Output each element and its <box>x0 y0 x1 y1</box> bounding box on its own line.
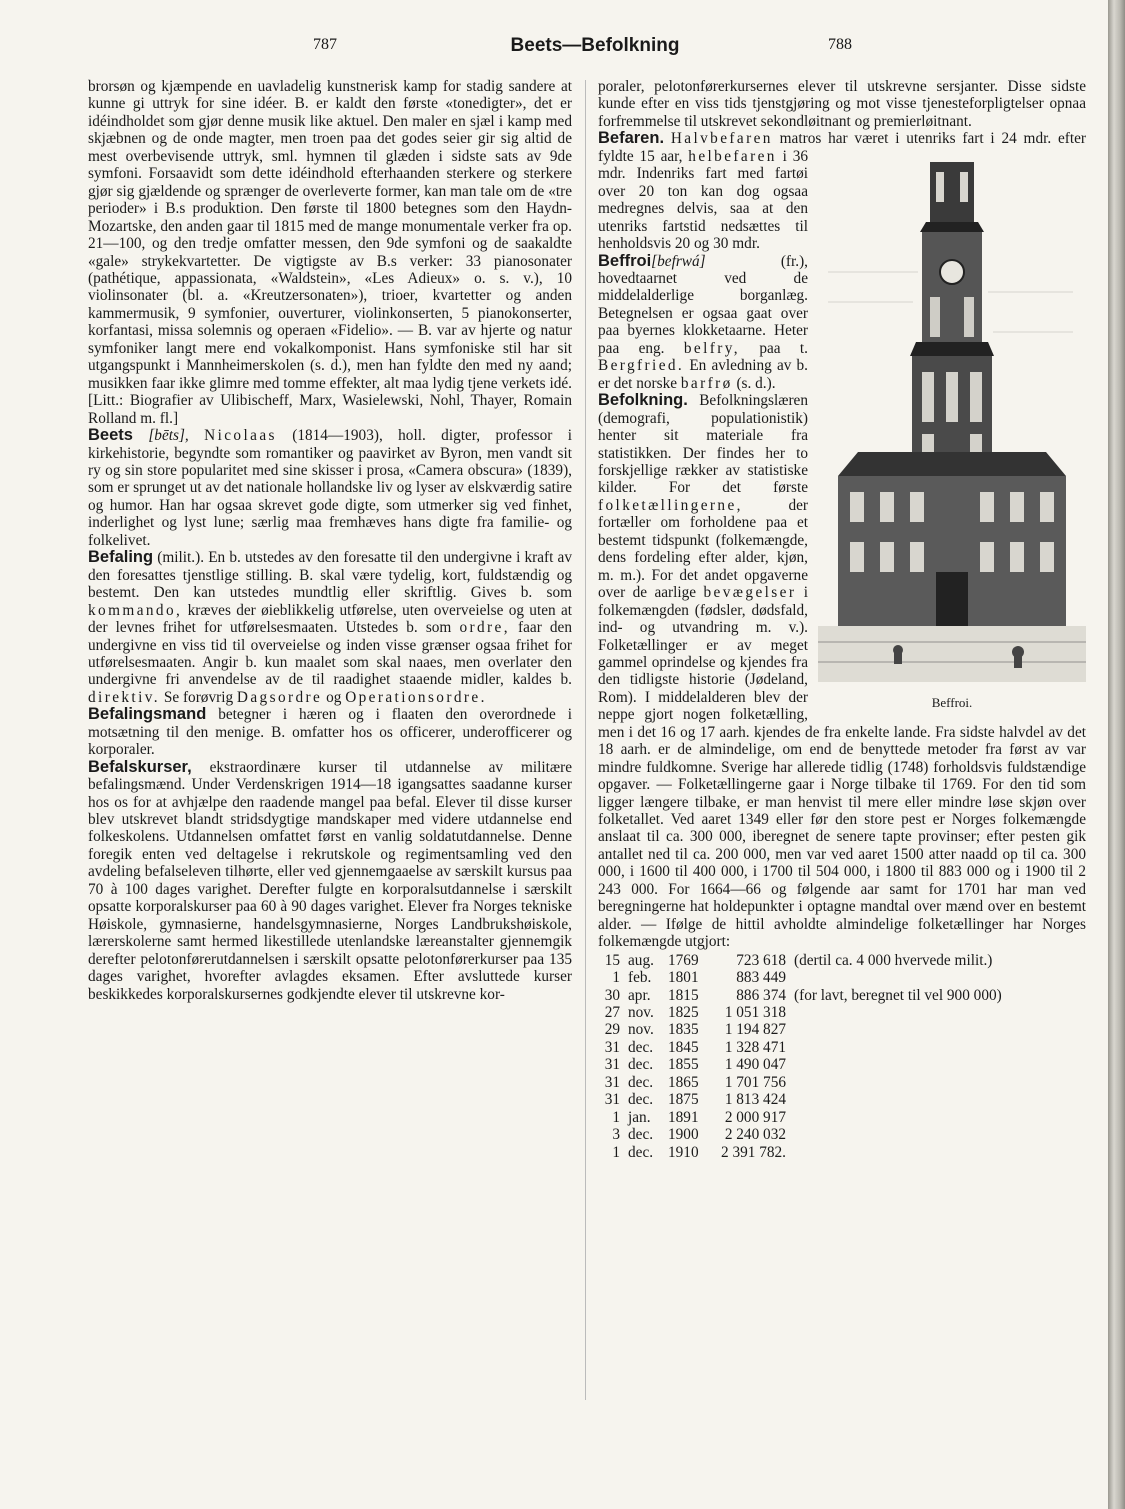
belfry-illustration <box>818 152 1086 692</box>
cell-day: 31 <box>604 1073 620 1091</box>
entry-befalingsmand <box>88 706 572 758</box>
table-row <box>598 952 1002 969</box>
text-befaling-3: faar den undergivne en viss tid til overveielse og inden visse grænser ogsaa frihet for utførelsesmaaten. Angir b. kun maalet som skal naaes, men overlater den undergivne fri anvendelse av de til raadighet staaende midler, kaldes b. <box>88 619 572 689</box>
cell-pop: 883 449 <box>736 969 786 987</box>
cell-month: apr. <box>628 986 651 1004</box>
spaced-helbefaren: helbefaren <box>688 147 777 165</box>
spaced-bevaegelser: bevægelser <box>703 584 797 602</box>
headword-beffroi: Beffroi <box>598 251 652 270</box>
spaced-bergfried: Bergfried. <box>598 357 685 375</box>
table-row <box>598 1021 1002 1038</box>
table-row <box>598 1039 1002 1056</box>
pronunciation-beffroi: [befrwá] <box>651 252 706 270</box>
cell-month: jan. <box>628 1108 651 1126</box>
cell-day: 31 <box>604 1056 620 1074</box>
text-befalskurser: ekstraordinære kurser til utdannelse av militære befalingsmænd. Under Verdenskrigen 1914—18 igangsattes saadanne kurser hos os for at avhjælpe den raadende mangel paa befal. Elever til disse kurser blev utskrevet blandt stridsdygtige mandskaper med videre utdannelse end folkeskolens. Utdannelsen omfattet først en vanlig soldatutdannelse. Denne foregik enten ved deltagelse i rekrutskole og regimentsamling ved den avdeling befalseleven tilhørte, eller ved gjennemgaaelse av særskilt kursus paa 70 à 100 dages varighet. Derefter fulgte en korporalsutdannelse i særskilt opsatte korporalskurser paa 60 à 90 dages varighet. Elever fra Norges tekniske Høiskole, gymnasierne, handelsgymnasierne, Norges Landbrukshøiskole, lærerskolerne samt hermed likestillede utenlandske læreanstalter gjennemgik derefter pelotonførerutdannelsen i særskilt opsatte pelotonførerkurser paa 135 dages varighet, hvorefter avlagdes eksamen. Efter avsluttede kurser beskikkedes korporalskursernes godkjendte elever til utskrevne kor- <box>88 758 572 1003</box>
cell-month: aug. <box>628 951 654 969</box>
text-beffroi-3: En avledning av b. er det norske <box>598 357 808 392</box>
cell-note <box>794 1144 1002 1161</box>
text-befalingsmand: betegner i hæren og i flaaten den overordnede i motsætning til den menige. B. omfatter hos os officerer, underofficerer og korporaler. <box>88 706 573 759</box>
spaced-ordre: ordre, <box>459 619 510 637</box>
left-column <box>88 78 572 1003</box>
table-row <box>598 987 1002 1004</box>
column-divider <box>585 80 586 1400</box>
cell-pop: 2 240 032 <box>724 1126 786 1144</box>
cell-month: dec. <box>628 1038 654 1056</box>
spaced-operationsordre: Operationsordre. <box>345 688 487 706</box>
cell-pop: 2 391 782. <box>720 1143 786 1161</box>
cell-month: feb. <box>628 969 652 987</box>
text-befaling-4: Se forøvrig <box>163 688 234 706</box>
cell-day: 29 <box>604 1021 620 1039</box>
table-row <box>598 1126 1002 1143</box>
cell-note <box>794 1091 1002 1108</box>
cell-note <box>794 1109 1002 1126</box>
cell-pop: 886 374 <box>736 986 786 1004</box>
cell-day: 30 <box>604 986 620 1004</box>
headword-befalskurser: Befalskurser, <box>88 757 192 776</box>
cell-note <box>794 969 1002 986</box>
cell-year: 1900 <box>668 1126 699 1144</box>
cell-day: 31 <box>604 1038 620 1056</box>
text-befolkning-2: der fortæller om forholdene paa et bestemt tidspunkt (folkemængde, dens fordeling efter alder, kjøn, m. m.). For det andet opgaverne over de aarlige <box>598 496 808 602</box>
running-head: Beets—Befolkning <box>510 35 680 56</box>
cell-month: nov. <box>628 1004 654 1022</box>
headword-befaren: Befaren. <box>598 129 665 148</box>
table-row <box>598 1091 1002 1108</box>
pronunciation-beets: [bēts], <box>148 427 189 445</box>
befalskurser-continuation: poraler, pelotonførerkursernes elever til utskrevne sersjanter. Disse sidste kunde efter en viss tids tjenstgjøring og mot visse tjenesteforpligtelser opnaa forfremmelse til utskrevet sekondløitnant og premierløitnant. <box>598 78 1086 130</box>
cell-note: (dertil ca. 4 000 hvervede milit.) <box>794 951 993 969</box>
cell-note <box>794 1056 1002 1073</box>
headword-befaling: Befaling <box>88 548 154 567</box>
page-number-right: 788 <box>828 36 852 53</box>
entry-beets <box>88 427 572 549</box>
cell-year: 1865 <box>668 1073 699 1091</box>
cell-note <box>794 1039 1002 1056</box>
entry-befaling <box>88 549 572 706</box>
cell-month: dec. <box>628 1073 654 1091</box>
text-beffroi-1: (fr.), hovedtaarnet ved de middelalderlige borganlæg. Betegnelsen er ogsaa gaat over paa byernes klokketaarne. Heter paa eng. <box>598 252 808 357</box>
cell-pop: 2 000 917 <box>724 1108 786 1126</box>
cell-month: dec. <box>628 1056 654 1074</box>
entry-befalskurser <box>88 759 572 1003</box>
cell-year: 1815 <box>668 986 699 1004</box>
table-row <box>598 1004 1002 1021</box>
cell-note: (for lavt, beregnet til vel 900 000) <box>794 986 1002 1004</box>
cell-day: 15 <box>604 951 620 969</box>
cell-pop: 723 618 <box>736 951 786 969</box>
cell-note <box>794 1074 1002 1091</box>
spaced-name-beets: Nicolaas <box>204 427 277 445</box>
cell-day: 3 <box>612 1126 620 1144</box>
table-row <box>598 1144 1002 1161</box>
cell-pop: 1 701 756 <box>724 1073 786 1091</box>
cell-month: nov. <box>628 1021 654 1039</box>
spaced-barfro: barfrø <box>680 374 733 392</box>
spaced-folketaellingerne: folketællingerne, <box>598 496 743 514</box>
headword-befolkning: Befolkning. <box>598 391 688 410</box>
cell-pop: 1 051 318 <box>724 1004 786 1022</box>
text-befaling-1: (milit.). En b. utstedes av den foresatte til den undergivne i kraft av den foresattes tjenstlige stilling. B. skal være tydelig, kort, fuldstændig og bestemt. Den kan utstedes mundtlig eller skriftlig. Gives b. som <box>88 549 572 602</box>
cell-year: 1910 <box>668 1143 699 1161</box>
text-befaling-5: og <box>326 688 342 706</box>
cell-pop: 1 328 471 <box>724 1038 786 1056</box>
cell-year: 1891 <box>668 1108 699 1126</box>
table-row <box>598 969 1002 986</box>
spaced-halvbefaren: Halvbefaren <box>670 130 773 148</box>
cell-day: 1 <box>612 1108 620 1126</box>
text-beets: (1814—1903), holl. digter, professor i kirkehistorie, begyndte som romantiker og paavirket av Byron, men vandt sit ry og sin store popularitet med sine skisser i prosa, «Camera obscura» (1839), som er sprunget ut av det nationale hollandske liv og lyser av elskværdig satire og humor. Han har ogsaa skrevet gode digte, som utmerker sig ved finhet, inderlighet og lyst lune; særlig maa fremhæves hans digte fra familie- og folkelivet. <box>88 427 573 549</box>
cell-note <box>794 1004 1002 1021</box>
book-page-edge <box>1108 0 1125 1509</box>
beffroi-figure <box>818 152 1086 716</box>
text-befaren-2: i 36 mdr. Indenriks fart med fartøi over 20 ton kan dog ogsaa medregnes delvis, saa at den utenriks fartstid nedsættes til henholdsvis 20 og 30 mdr. <box>598 147 809 253</box>
spaced-direktiv: direktiv. <box>88 688 161 706</box>
spaced-belfry: belfry, <box>683 339 740 357</box>
cell-day: 31 <box>604 1091 620 1109</box>
cell-pop: 1 194 827 <box>724 1021 786 1039</box>
cell-month: dec. <box>628 1091 654 1109</box>
headword-beets: Beets <box>88 426 133 445</box>
cell-month: dec. <box>628 1143 654 1161</box>
cell-year: 1875 <box>668 1091 699 1109</box>
spaced-dagsordre: Dagsordre <box>236 688 323 706</box>
cell-note <box>794 1021 1002 1038</box>
page-number-left: 787 <box>313 36 337 53</box>
cell-year: 1825 <box>668 1004 699 1022</box>
beethoven-continuation: brorsøn og kjæmpende en uavladelig kunstnerisk kamp for stadig sandere at kunne gi uttryk for sine idéer. B. er kaldt den første «tonedigter», det er idéindholdet som gjør denne musik like aktuel. Den maler en sjæl i kamp med skjæbnen og de onde magter, men troen paa det godes seier gir sig altid de mest overbevisende uttryk, sml. hymnen til glæden i sidste sats av 9de symfoni. Forsaavidt som dette idéindhold efterhaanden sterkere og sterkere gjør sig gjældende og sprænger de overleverte former, kan man tale om de «tre perioder» i B.s produktion. Den første til 1800 betegnes som den Haydn-Mozartske, den anden gaar til 1815 med de mange monumentale verker fra op. 21—100, og den tredje omfatter messen, den 9de symfoni og de saakaldte «gale» strykekvartetter. De vigtigste av B.s verker: 33 pianosonater (pathétique, appassionata, «Waldstein», «Les Adieux» o. s. v.), 10 violinsonater (bl. a. «Kreutzersonaten»), trioer, kvartetter og anden kammermusik, 9 symfonier, ouverturer, violinkonserten, 5 pianokonserter, korfantasi, missa solemnis og operaen «Fidelio». — B. var av hjerte og natur symfoniker langt mere end vokalkomponist. Hans symfoniske stil har sit utgangspunkt i Mannheimerskolen (s. d.), men han fyldte den med ny aand; musikken faar ikke glimre med tomme effekter, alt maa lydig tjene verkets idé. [Litt.: Biografier av Ulibischeff, Marx, Wasielewski, Nohl, Thayer, Romain Rolland m. fl.] <box>88 78 572 427</box>
cell-year: 1801 <box>668 969 699 987</box>
table-row <box>598 1056 1002 1073</box>
cell-month: dec. <box>628 1126 654 1144</box>
headword-befalingsmand: Befalingsmand <box>88 705 207 724</box>
text-befaling-2: kræves der øieblikkelig utførelse, uten overveielse og uten at der levnes frihet for utførelsesmaaten. Utstedes b. som <box>88 601 572 637</box>
cell-year: 1769 <box>668 951 699 969</box>
table-row <box>598 1109 1002 1126</box>
text-befaren-1: matros har været i utenriks fart i 24 mdr. efter fyldte 15 aar, <box>598 130 1087 165</box>
text-beffroi-2: paa t. <box>759 339 808 357</box>
cell-day: 1 <box>612 1143 620 1161</box>
spaced-kommando: kommando, <box>88 601 183 619</box>
cell-year: 1855 <box>668 1056 699 1074</box>
cell-year: 1835 <box>668 1021 699 1039</box>
cell-pop: 1 490 047 <box>724 1056 786 1074</box>
text-befolkning-1: Befolkningslæren (demografi, populationistik) henter sit materiale fra statistikken. Der findes her to forskjellige rækker av statistiske kilder. For det første <box>598 392 808 497</box>
cell-day: 27 <box>604 1004 620 1022</box>
cell-year: 1845 <box>668 1038 699 1056</box>
table-row <box>598 1074 1002 1091</box>
cell-day: 1 <box>612 969 620 987</box>
cell-note <box>794 1126 1002 1143</box>
right-column <box>598 78 1086 1161</box>
text-befolkning-3: i folkemængden (fødsler, dødsfald, ind- og utvandring m. v.). Folketællinger er av meget gammel oprindelse og kjendes fra den tidligste historie (Jødeland, Rom). I middelalderen blev der neppe gjort nogen folketælling, men i det 16 og 17 aarh. kjendes de fra enkelte lande. Fra sidste halvdel av det 18 aarh. er de almindelige, om end de benyttede metoder fra først av var mindre fuldkomne. Sverige har allerede tidlig (1748) forholdsvis fuldstændige opgaver. — Folketællingerne gaar i Norge tilbake til 1769. For den tid som ligger længere tilbake, er man henvist til mere eller mindre løse skjøn over folketallet. Ved aaret 1349 eller før den store pest er Norges folkemængde anslaat til ca. 300 000, iberegnet de senere tapte provinser; efter pesten gik antallet ned til ca. 200 000, men var ved aaret 1500 atter naadd op til ca. 300 000, i 1600 til 400 000, i 1700 til 504 000, i 1800 til 883 000 og i 1900 til 2 243 000. For 1664—66 og følgende aar samt for 1701 har man ved beregningerne hat holdepunkter i optagne mandtal over mænd over en bestemt alder. — Ifølge de hittil avholdte almindelige folketællinger har Norges folkemængde utgjort: <box>598 584 1086 951</box>
text-beffroi-4: (s. d.). <box>736 374 776 392</box>
figure-caption: Beffroi. <box>931 694 973 710</box>
population-table <box>598 952 1002 1161</box>
cell-pop: 1 813 424 <box>724 1091 786 1109</box>
